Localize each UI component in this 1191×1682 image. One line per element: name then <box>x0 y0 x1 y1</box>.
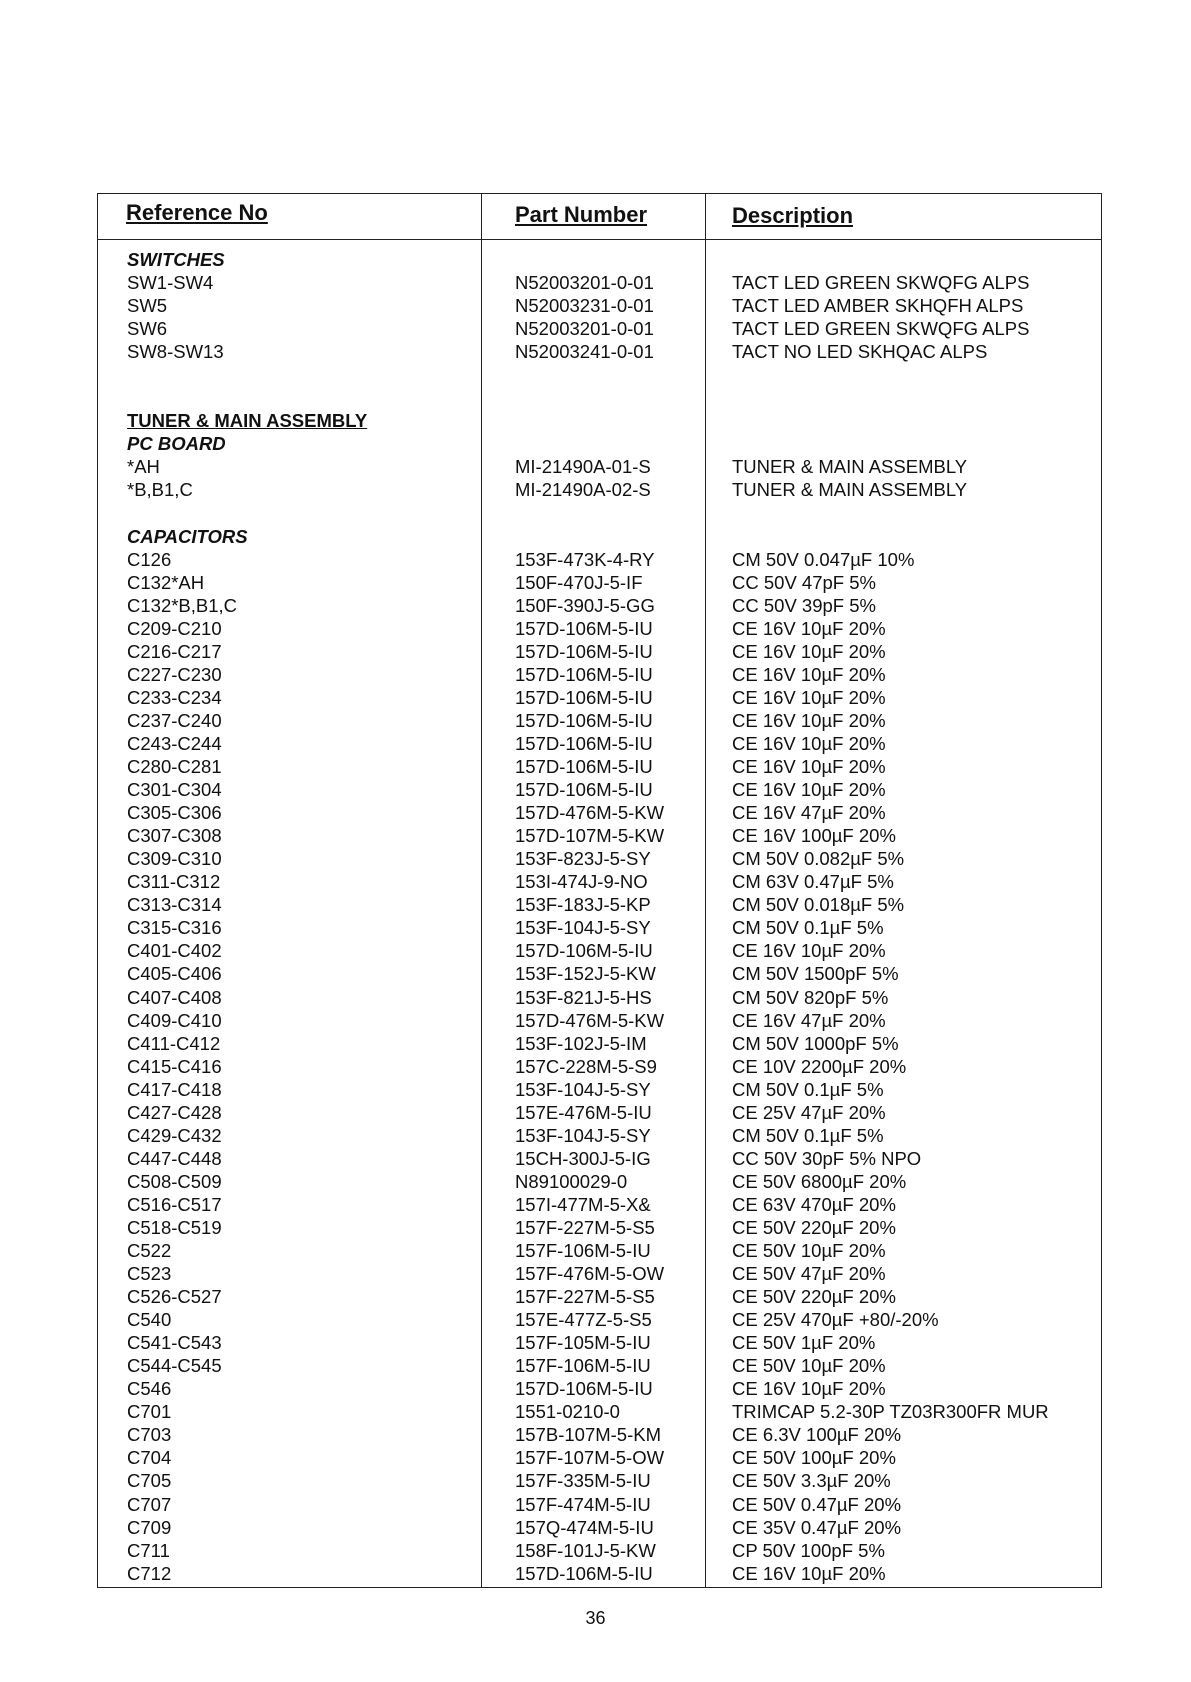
part-number-cell: 157D-106M-5-IU <box>515 940 653 962</box>
reference-cell: C233-C234 <box>127 686 222 708</box>
part-number-cell <box>515 363 700 386</box>
reference-cell: C447-C448 <box>127 1147 222 1169</box>
description-cell: CE 50V 10µF 20% <box>732 1355 886 1377</box>
header-part-number: Part Number <box>515 202 648 227</box>
part-number-cell <box>515 502 700 525</box>
reference-cell <box>127 386 477 409</box>
description-cell: CP 50V 100pF 5% <box>732 1539 885 1561</box>
part-number-cell: MI-21490A-02-S <box>515 479 651 501</box>
reference-cell: SW5 <box>127 295 168 317</box>
reference-cell: C522 <box>127 1240 172 1262</box>
part-number-cell: 157F-335M-5-IU <box>515 1470 651 1492</box>
reference-cell: C712 <box>127 1562 172 1584</box>
reference-cell: C227-C230 <box>127 663 222 685</box>
part-number-cell: 157F-106M-5-IU <box>515 1240 651 1262</box>
part-number-cell: 1551-0210-0 <box>515 1401 620 1423</box>
description-cell: TACT LED GREEN SKWQFG ALPS <box>732 318 1030 340</box>
reference-cell: C709 <box>127 1516 172 1538</box>
reference-cell: C216-C217 <box>127 640 222 662</box>
description-cell: CM 50V 1000pF 5% <box>732 1032 899 1054</box>
reference-cell: *AH <box>127 456 160 478</box>
reference-cell: *B,B1,C <box>127 479 193 501</box>
reference-cell: C707 <box>127 1493 172 1515</box>
description-cell: CM 50V 0.1µF 5% <box>732 1078 884 1100</box>
reference-cell: C518-C519 <box>127 1216 222 1238</box>
part-number-cell: 157F-106M-5-IU <box>515 1355 651 1377</box>
description-cell: CE 16V 10µF 20% <box>732 640 886 662</box>
reference-cell: C526-C527 <box>127 1286 222 1308</box>
description-cell: CE 16V 10µF 20% <box>732 779 886 801</box>
description-cell <box>732 363 1097 386</box>
description-cell: CE 6.3V 100µF 20% <box>732 1424 902 1446</box>
description-cell: CE 16V 10µF 20% <box>732 756 886 778</box>
reference-cell: C415-C416 <box>127 1055 222 1077</box>
reference-cell: C209-C210 <box>127 617 222 639</box>
description-cell: CC 50V 39pF 5% <box>732 594 876 616</box>
part-number-cell: 157C-228M-5-S9 <box>515 1055 657 1077</box>
description-cell: CM 63V 0.47µF 5% <box>732 871 894 893</box>
part-number-cell: 157F-474M-5-IU <box>515 1493 651 1515</box>
part-number-cell: 157Q-474M-5-IU <box>515 1516 654 1538</box>
description-cell <box>732 409 1097 432</box>
description-cell: CE 50V 10µF 20% <box>732 1240 886 1262</box>
description-cell: CE 16V 47µF 20% <box>732 1009 886 1031</box>
description-cell: CE 35V 0.47µF 20% <box>732 1516 902 1538</box>
description-cell <box>732 386 1097 409</box>
reference-cell: C126 <box>127 548 172 570</box>
reference-cell: C301-C304 <box>127 779 222 801</box>
description-cell: CE 10V 2200µF 20% <box>732 1055 907 1077</box>
reference-cell: C307-C308 <box>127 825 222 847</box>
part-number-cell: 157D-106M-5-IU <box>515 732 653 754</box>
description-cell: CE 16V 47µF 20% <box>732 802 886 824</box>
reference-cell: C516-C517 <box>127 1193 222 1215</box>
reference-cell: C243-C244 <box>127 732 222 754</box>
reference-cell: C411-C412 <box>127 1032 221 1054</box>
description-cell: CE 50V 47µF 20% <box>732 1263 886 1285</box>
part-number-cell: 157D-106M-5-IU <box>515 663 653 685</box>
column-divider <box>705 194 706 1587</box>
description-cell <box>732 432 1097 455</box>
part-number-cell: 157D-106M-5-IU <box>515 1562 653 1584</box>
part-number-cell: 153F-104J-5-SY <box>515 1078 651 1100</box>
part-number-cell: 153F-473K-4-RY <box>515 548 655 570</box>
description-cell: CC 50V 30pF 5% NPO <box>732 1147 922 1169</box>
description-cell <box>732 525 1097 548</box>
part-number-cell: 157I-477M-5-X& <box>515 1193 651 1215</box>
part-number-cell: 153I-474J-9-NO <box>515 871 648 893</box>
reference-cell: C409-C410 <box>127 1009 222 1031</box>
part-number-cell: 150F-470J-5-IF <box>515 571 643 593</box>
part-number-cell: MI-21490A-01-S <box>515 456 651 478</box>
reference-cell: C305-C306 <box>127 802 222 824</box>
reference-cell: C429-C432 <box>127 1124 222 1146</box>
reference-cell: C703 <box>127 1424 172 1446</box>
part-number-cell: 157E-477Z-5-S5 <box>515 1309 652 1331</box>
description-cell: CE 25V 47µF 20% <box>732 1101 886 1123</box>
page-number: 36 <box>585 1608 606 1628</box>
description-cell: CE 63V 470µF 20% <box>732 1193 896 1215</box>
reference-cell: C407-C408 <box>127 986 222 1008</box>
reference-cell: SW1-SW4 <box>127 272 214 294</box>
description-cell: CE 50V 3.3µF 20% <box>732 1470 891 1492</box>
description-column <box>732 248 1097 1585</box>
description-cell: CE 16V 10µF 20% <box>732 663 886 685</box>
section-heading: CAPACITORS <box>127 525 248 547</box>
header-divider <box>98 239 1101 240</box>
part-number-cell: 157D-106M-5-IU <box>515 617 653 639</box>
reference-cell <box>127 502 477 525</box>
part-number-cell: 157D-476M-5-KW <box>515 802 665 824</box>
description-cell: TUNER & MAIN ASSEMBLY <box>732 456 968 478</box>
part-number-cell: 153F-823J-5-SY <box>515 848 651 870</box>
reference-cell: C309-C310 <box>127 848 222 870</box>
reference-cell: C711 <box>127 1539 170 1561</box>
reference-cell: C132*AH <box>127 571 205 593</box>
part-number-cell: 157F-227M-5-S5 <box>515 1216 655 1238</box>
description-cell: CE 16V 10µF 20% <box>732 686 886 708</box>
reference-cell: C315-C316 <box>127 917 222 939</box>
part-number-cell: N52003231-0-01 <box>515 295 654 317</box>
part-number-cell <box>515 525 700 548</box>
part-number-cell <box>515 386 700 409</box>
reference-cell: C417-C418 <box>127 1078 222 1100</box>
reference-cell: C313-C314 <box>127 894 222 916</box>
reference-column <box>127 248 477 1585</box>
description-cell: CM 50V 820pF 5% <box>732 986 889 1008</box>
reference-cell <box>127 363 477 386</box>
description-cell <box>732 502 1097 525</box>
part-number-cell: 157F-107M-5-OW <box>515 1447 665 1469</box>
part-number-cell: 157E-476M-5-IU <box>515 1101 652 1123</box>
description-cell: CM 50V 0.018µF 5% <box>732 894 905 916</box>
description-cell: CM 50V 0.1µF 5% <box>732 917 884 939</box>
description-cell: CM 50V 0.047µF 10% <box>732 548 915 570</box>
description-cell: TUNER & MAIN ASSEMBLY <box>732 479 968 501</box>
description-cell: CE 50V 220µF 20% <box>732 1286 896 1308</box>
description-cell: CC 50V 47pF 5% <box>732 571 876 593</box>
part-number-cell: 157F-476M-5-OW <box>515 1263 665 1285</box>
reference-cell: C132*B,B1,C <box>127 594 238 616</box>
part-number-cell: 157D-107M-5-KW <box>515 825 665 847</box>
reference-cell: C540 <box>127 1309 172 1331</box>
column-divider <box>481 194 482 1587</box>
part-number-cell: 157F-105M-5-IU <box>515 1332 651 1354</box>
reference-cell: C280-C281 <box>127 756 222 778</box>
reference-cell: C427-C428 <box>127 1101 222 1123</box>
part-number-cell: N52003241-0-01 <box>515 341 654 363</box>
description-cell: CE 16V 10µF 20% <box>732 732 886 754</box>
header-reference-no: Reference No <box>126 200 268 225</box>
part-number-column <box>515 248 700 1585</box>
description-cell: CE 16V 10µF 20% <box>732 617 886 639</box>
reference-cell: C237-C240 <box>127 709 222 731</box>
description-cell: CE 50V 0.47µF 20% <box>732 1493 902 1515</box>
description-cell <box>732 248 1097 271</box>
part-number-cell: 157D-106M-5-IU <box>515 686 653 708</box>
part-number-cell: 157B-107M-5-KM <box>515 1424 662 1446</box>
part-number-cell: 150F-390J-5-GG <box>515 594 655 616</box>
section-heading: SWITCHES <box>127 249 225 270</box>
part-number-cell <box>515 248 700 271</box>
part-number-cell: 157D-106M-5-IU <box>515 779 653 801</box>
reference-cell: C541-C543 <box>127 1332 222 1354</box>
part-number-cell: 153F-152J-5-KW <box>515 963 656 985</box>
part-number-cell: 153F-183J-5-KP <box>515 894 651 916</box>
description-cell: CE 50V 1µF 20% <box>732 1332 876 1354</box>
reference-cell: SW6 <box>127 318 168 340</box>
part-number-cell: 153F-104J-5-SY <box>515 1124 651 1146</box>
description-cell: CE 16V 10µF 20% <box>732 940 886 962</box>
part-number-cell: N52003201-0-01 <box>515 318 654 340</box>
section-heading: TUNER & MAIN ASSEMBLY <box>127 410 368 432</box>
reference-cell: C701 <box>127 1401 172 1423</box>
reference-cell: SW8-SW13 <box>127 341 224 363</box>
part-number-cell: 157D-106M-5-IU <box>515 756 653 778</box>
description-cell: TACT NO LED SKHQAC ALPS <box>732 341 988 363</box>
reference-cell: C508-C509 <box>127 1170 222 1192</box>
description-cell: CE 16V 100µF 20% <box>732 825 896 847</box>
description-cell: CM 50V 0.1µF 5% <box>732 1124 884 1146</box>
part-number-cell: 157D-106M-5-IU <box>515 640 653 662</box>
part-number-cell: 15CH-300J-5-IG <box>515 1147 651 1169</box>
description-cell: CE 50V 100µF 20% <box>732 1447 896 1469</box>
parts-list-table <box>97 193 1102 1588</box>
part-number-cell: 157D-106M-5-IU <box>515 709 653 731</box>
reference-cell: C311-C312 <box>127 871 221 893</box>
part-number-cell: 157D-106M-5-IU <box>515 1378 653 1400</box>
description-cell: CM 50V 0.082µF 5% <box>732 848 905 870</box>
description-cell: CE 50V 220µF 20% <box>732 1216 896 1238</box>
part-number-cell: 153F-102J-5-IM <box>515 1032 647 1054</box>
reference-cell: C401-C402 <box>127 940 222 962</box>
reference-cell: C546 <box>127 1378 172 1400</box>
reference-cell: C405-C406 <box>127 963 222 985</box>
reference-cell: C704 <box>127 1447 172 1469</box>
part-number-cell: 153F-821J-5-HS <box>515 986 652 1008</box>
part-number-cell: 158F-101J-5-KW <box>515 1539 656 1561</box>
section-heading: PC BOARD <box>127 433 226 455</box>
description-cell: CM 50V 1500pF 5% <box>732 963 899 985</box>
part-number-cell <box>515 432 700 455</box>
part-number-cell: N52003201-0-01 <box>515 272 654 294</box>
part-number-cell: 157F-227M-5-S5 <box>515 1286 655 1308</box>
description-cell: CE 16V 10µF 20% <box>732 709 886 731</box>
description-cell: CE 16V 10µF 20% <box>732 1562 886 1584</box>
reference-cell: C523 <box>127 1263 172 1285</box>
description-cell: CE 25V 470µF +80/-20% <box>732 1309 939 1331</box>
description-cell: CE 50V 6800µF 20% <box>732 1170 907 1192</box>
part-number-cell: N89100029-0 <box>515 1170 628 1192</box>
description-cell: CE 16V 10µF 20% <box>732 1378 886 1400</box>
reference-cell: C705 <box>127 1470 172 1492</box>
reference-cell: C544-C545 <box>127 1355 222 1377</box>
header-description: Description <box>732 203 854 228</box>
part-number-cell <box>515 409 700 432</box>
part-number-cell: 157D-476M-5-KW <box>515 1009 665 1031</box>
description-cell: TACT LED GREEN SKWQFG ALPS <box>732 272 1030 294</box>
part-number-cell: 153F-104J-5-SY <box>515 917 651 939</box>
description-cell: TACT LED AMBER SKHQFH ALPS <box>732 295 1024 317</box>
description-cell: TRIMCAP 5.2-30P TZ03R300FR MUR <box>732 1401 1049 1423</box>
